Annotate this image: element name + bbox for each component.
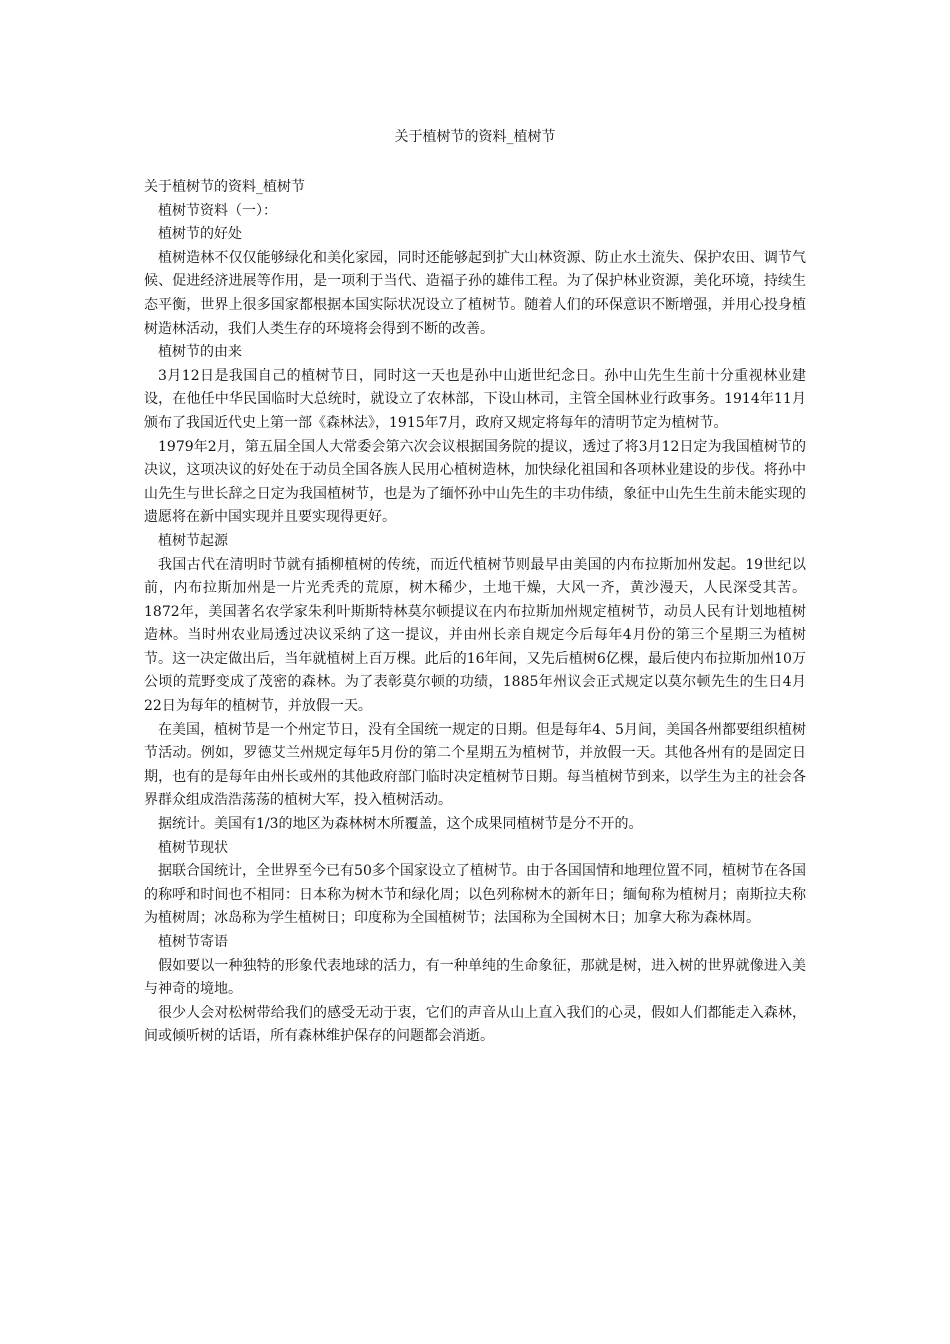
paragraph: 假如要以一种独特的形象代表地球的活力，有一种单纯的生命象征，那就是树，进入树的世界就像进入美与神奇的境地。 <box>144 957 806 998</box>
paragraph: 植树节资料（一）： <box>158 202 277 219</box>
paragraph: 植树节的由来 <box>158 344 242 361</box>
paragraph: 关于植树节的资料_植树节 <box>144 179 305 195</box>
document-title: 关于植树节的资料_植树节 <box>394 129 556 145</box>
document-body <box>144 176 806 1049</box>
paragraph: 植树节现状 <box>158 839 228 856</box>
paragraph: 很少人会对松树带给我们的感受无动于衷，它们的声音从山上直入我们的心灵，假如人们都能走入森林，间或倾听树的话语，所有森林维护保存的问题都会消逝。 <box>144 1004 806 1045</box>
paragraph: 植树造林不仅仅能够绿化和美化家园，同时还能够起到扩大山林资源、防止水土流失、保护农田、调节气候、促进经济进展等作用，是一项利于当代、造福子孙的雄伟工程。为了保护林业资源，美化环境，持续生态平衡，世界上很多国家都根据本国实际状况设立了植树节。随着人们的环保意识不断增强，并用心投身植树造林活动，我们人类生存的环境将会得到不断的改善。 <box>144 249 806 337</box>
paragraph: 植树节的好处 <box>158 226 242 243</box>
paragraph: 植树节起源 <box>158 532 228 549</box>
paragraph: 据统计。美国有1/3的地区为森林树木所覆盖，这个成果同植树节是分不开的。 <box>158 816 643 833</box>
paragraph: 植树节寄语 <box>158 934 228 950</box>
paragraph: 据联合国统计，全世界至今已有50多个国家设立了植树节。由于各国国情和地理位置不同，植树节在各国的称呼和时间也不相同：日本称为树木节和绿化周；以色列称树木的新年日；缅甸称为植树月；南斯拉夫称为植树周；冰岛称为学生植树日；印度称为全国植树节；法国称为全国树木日；加拿大称为森林周。 <box>144 863 806 927</box>
paragraph: 我国古代在清明时节就有插柳植树的传统，而近代植树节则最早由美国的内布拉斯加州发起。19世纪以前，内布拉斯加州是一片光秃秃的荒原，树木稀少，土地干燥，大风一齐，黄沙漫天，人民深受其苦。1872年，美国著名农学家朱利叶斯斯特林莫尔顿提议在内布拉斯加州规定植树节，动员人民有计划地植树造林。当时州农业局透过决议采纳了这一提议，并由州长亲自规定今后每年4月份的第三个星期三为植树节。这一决定做出后，当年就植树上百万棵。此后的16年间，又先后植树6亿棵，最后使内布拉斯加州10万公顷的荒野变成了茂密的森林。为了表彰莫尔顿的功绩，1885年州议会正式规定以莫尔顿先生的生日4月22日为每年的植树节，并放假一天。 <box>144 556 806 715</box>
paragraph: 1979年2月，第五届全国人大常委会第六次会议根据国务院的提议，透过了将3月12日定为我国植树节的决议，这项决议的好处在于动员全国各族人民用心植树造林，加快绿化祖国和各项林业建设的步伐。将孙中山先生与世长辞之日定为我国植树节，也是为了缅怀孙中山先生的丰功伟绩，象征中山先生生前未能实现的遗愿将在新中国实现并且要实现得更好。 <box>144 438 806 526</box>
paragraph: 3月12日是我国自己的植树节日，同时这一天也是孙中山逝世纪念日。孙中山先生生前十分重视林业建设，在他任中华民国临时大总统时，就设立了农林部，下设山林司，主管全国林业行政事务。1914年11月颁布了我国近代史上第一部《森林法》，1915年7月，政府又规定将每年的清明节定为植树节。 <box>144 367 806 431</box>
paragraph: 在美国，植树节是一个州定节日，没有全国统一规定的日期。但是每年4、5月间，美国各州都要组织植树节活动。例如，罗德艾兰州规定每年5月份的第二个星期五为植树节，并放假一天。其他各州有的是固定日期，也有的是每年由州长或州的其他政府部门临时决定植树节日期。每当植树节到来，以学生为主的社会各界群众组成浩浩荡荡的植树大军，投入植树活动。 <box>144 721 806 809</box>
